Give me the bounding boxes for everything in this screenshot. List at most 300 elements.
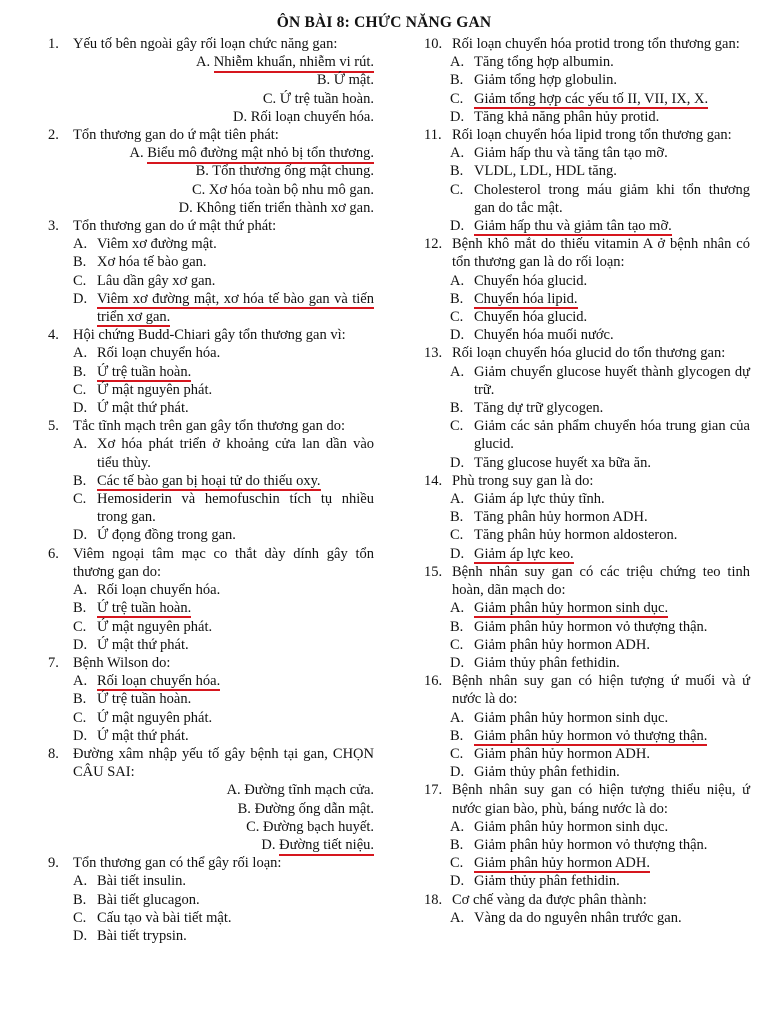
option-letter: B.	[450, 727, 464, 744]
option-letter: B.	[73, 472, 87, 489]
option-letter: A.	[73, 582, 88, 599]
answer-option	[48, 181, 374, 199]
option-text-wrap	[474, 872, 750, 890]
page-title: ÔN BÀI 8: CHỨC NĂNG GAN	[276, 14, 492, 31]
option-letter: D.	[178, 199, 193, 216]
answer-option	[424, 217, 750, 235]
option-text: Rối loạn chuyển hóa.	[97, 582, 221, 599]
option-letter: D.	[233, 108, 248, 125]
option-text-correct: Các tế bào gan bị hoại tử do thiếu oxy.	[97, 472, 321, 489]
option-letter: C.	[450, 90, 464, 107]
option-text: Hemosiderin và hemofuschin tích tụ nhiều trong gan.	[97, 491, 374, 526]
option-letter: A.	[450, 909, 465, 926]
answer-option	[424, 654, 750, 672]
option-text: Giảm thủy phân fethidin.	[474, 764, 620, 781]
option-letter: C.	[262, 90, 277, 107]
option-text-correct: Giảm tổng hợp các yếu tố II, VII, IX, X.	[474, 90, 709, 107]
option-text-wrap	[474, 854, 750, 872]
option-text-wrap	[474, 508, 750, 526]
option-text: Giảm phân hủy hormon ADH.	[474, 745, 650, 762]
answer-option	[48, 709, 374, 727]
option-letter: A.	[226, 782, 241, 799]
option-text-wrap	[474, 162, 750, 180]
answer-option	[424, 709, 750, 727]
answer-option	[424, 417, 750, 453]
question-text: Rối loạn chuyển hóa protid trong tổn thương gan:	[452, 36, 740, 52]
option-text-wrap	[474, 818, 750, 836]
option-text: Tăng phân hủy hormon aldosteron.	[474, 527, 678, 544]
option-text-wrap	[97, 927, 374, 945]
option-text-wrap	[97, 636, 374, 654]
option-letter: C.	[73, 709, 87, 726]
option-text-wrap	[97, 253, 374, 271]
option-letter: B.	[450, 72, 464, 89]
answer-option	[48, 435, 374, 471]
question-number: 4.	[48, 327, 59, 344]
option-text-wrap	[474, 909, 750, 927]
option-text-wrap	[97, 618, 374, 636]
option-text-correct: Đường tiết niệu.	[279, 837, 374, 856]
option-text-correct: Ứ trệ tuần hoàn.	[97, 600, 192, 617]
option-text-wrap	[474, 308, 750, 326]
option-text-correct: Biểu mô đường mật nhỏ bị tổn thương.	[147, 145, 374, 164]
option-text-correct: Giảm phân hủy hormon ADH.	[474, 855, 650, 872]
option-text-wrap	[97, 381, 374, 399]
option-text-wrap	[97, 272, 374, 290]
question	[48, 417, 374, 435]
option-letter: A.	[129, 145, 144, 162]
option-text: Bài tiết insulin.	[97, 873, 187, 890]
answer-option	[424, 836, 750, 854]
answer-option	[424, 763, 750, 781]
question-text: Tổn thương gan do ứ mật tiên phát:	[73, 127, 279, 144]
option-text-wrap	[474, 618, 750, 636]
option-text-wrap	[97, 363, 374, 381]
option-text: Giảm phân hủy hormon vỏ thượng thận.	[474, 618, 708, 635]
option-text: Giảm phân hủy hormon ADH.	[474, 636, 650, 653]
answer-option	[48, 71, 374, 89]
option-text-wrap	[97, 490, 374, 526]
question-text: Bệnh khô mắt do thiếu vitamin A ở bệnh nhân có tổn thương gan là do rối loạn:	[452, 236, 750, 271]
option-text-wrap	[474, 363, 750, 399]
option-letter: B.	[73, 691, 87, 708]
option-text: Chuyển hóa glucid.	[474, 309, 588, 326]
question	[424, 472, 750, 490]
question-text: Tổn thương gan có thể gây rối loạn:	[73, 855, 282, 872]
answer-option	[48, 472, 374, 490]
answer-option	[48, 290, 374, 326]
option-text: Ứ mật thứ phát.	[97, 400, 189, 417]
answer-option	[424, 144, 750, 162]
question-number: 3.	[48, 218, 59, 235]
answer-option	[48, 272, 374, 290]
option-text: Rối loạn chuyển hóa.	[250, 108, 374, 125]
answer-option	[48, 199, 374, 217]
option-text: Giảm tổng hợp globulin.	[474, 72, 617, 89]
option-text-wrap	[474, 545, 750, 563]
option-text: Giảm phân hủy hormon vỏ thượng thận.	[474, 836, 708, 853]
option-text-wrap	[474, 454, 750, 472]
option-text-wrap	[97, 235, 374, 253]
question-number: 1.	[48, 36, 59, 52]
answer-option	[48, 490, 374, 526]
question	[424, 235, 750, 271]
option-letter: A.	[450, 818, 465, 835]
answer-option	[424, 490, 750, 508]
answer-option	[424, 290, 750, 308]
option-letter: B.	[450, 163, 464, 180]
answer-option	[48, 872, 374, 890]
option-letter: A.	[195, 54, 211, 71]
answer-option	[424, 272, 750, 290]
question-text: Viêm ngoại tâm mạc co thắt dày dính gây tổn thương gan do:	[73, 545, 374, 580]
answer-option	[48, 690, 374, 708]
option-text-wrap	[474, 654, 750, 672]
answer-option	[48, 836, 374, 854]
option-letter: B.	[237, 800, 251, 817]
question-number: 7.	[48, 654, 59, 671]
option-text: Giảm thủy phân fethidin.	[474, 873, 620, 890]
option-text-wrap	[97, 909, 374, 927]
answer-option	[48, 253, 374, 271]
question-number: 11.	[424, 127, 442, 144]
option-text-correct: Giảm phân hủy hormon sinh dục.	[474, 600, 669, 617]
option-letter: C.	[450, 636, 464, 653]
option-letter: D.	[73, 727, 88, 744]
option-text-wrap	[474, 599, 750, 617]
option-letter: C.	[450, 181, 464, 198]
option-letter: D.	[73, 290, 88, 307]
option-text: Đường ống dẫn mật.	[254, 800, 374, 817]
option-text-wrap	[474, 745, 750, 763]
option-text-correct: Rối loạn chuyển hóa.	[97, 673, 221, 690]
question-text: Bệnh nhân suy gan có các triệu chứng teo tinh hoàn, dãn mạch do:	[452, 563, 750, 599]
question	[48, 854, 374, 872]
answer-option	[424, 71, 750, 89]
option-text: Đường tĩnh mạch cửa.	[244, 782, 374, 799]
answer-option	[48, 927, 374, 945]
question	[48, 217, 374, 235]
answer-option	[424, 618, 750, 636]
answer-option	[48, 909, 374, 927]
option-letter: D.	[73, 927, 88, 944]
question	[424, 126, 750, 144]
question-text: Rối loạn chuyển hóa glucid do tổn thương gan:	[452, 345, 726, 362]
option-letter: B.	[450, 509, 464, 526]
option-text-wrap	[97, 599, 374, 617]
option-text-wrap	[474, 526, 750, 544]
answer-option	[424, 599, 750, 617]
option-letter: D.	[450, 873, 465, 890]
option-letter: D.	[73, 636, 88, 653]
option-letter: A.	[450, 363, 465, 380]
answer-option	[48, 636, 374, 654]
option-letter: D.	[73, 400, 88, 417]
option-letter: B.	[450, 836, 464, 853]
option-letter: C.	[73, 909, 87, 926]
option-letter: C.	[73, 381, 87, 398]
option-text-wrap	[474, 290, 750, 308]
question-text: Bệnh Wilson do:	[73, 654, 171, 671]
option-text-wrap	[474, 836, 750, 854]
question-number: 9.	[48, 855, 59, 872]
option-text: Viêm xơ đường mật.	[97, 236, 217, 253]
option-letter: B.	[450, 400, 464, 417]
option-letter: C.	[73, 272, 87, 289]
option-text-wrap	[474, 144, 750, 162]
question	[48, 545, 374, 581]
answer-option	[424, 854, 750, 872]
option-text-wrap	[474, 399, 750, 417]
left-column	[48, 35, 374, 945]
option-text: Ứ đọng đồng trong gan.	[97, 527, 236, 544]
option-letter: A.	[450, 709, 465, 726]
answer-option	[424, 727, 750, 745]
option-text-correct: Ứ trệ tuần hoàn.	[97, 363, 192, 380]
option-text: Giảm các sản phẩm chuyển hóa trung gian của glucid.	[474, 418, 750, 453]
option-text: Tăng phân hủy hormon ADH.	[474, 509, 648, 526]
answer-option	[424, 545, 750, 563]
answer-option	[48, 381, 374, 399]
option-letter: D.	[450, 327, 465, 344]
option-text-wrap	[97, 399, 374, 417]
question-text: Đường xâm nhập yếu tố gây bệnh tại gan, CHỌN CÂU SAI:	[73, 745, 374, 781]
answer-option	[424, 454, 750, 472]
option-letter: A.	[450, 145, 465, 162]
option-text-wrap	[474, 181, 750, 217]
option-text-wrap	[97, 690, 374, 708]
option-text-wrap	[474, 763, 750, 781]
answer-option	[424, 363, 750, 399]
answer-option	[48, 727, 374, 745]
option-letter: D.	[450, 764, 465, 781]
option-text-wrap	[97, 672, 374, 690]
answer-option	[48, 235, 374, 253]
option-text-wrap	[474, 90, 750, 108]
answer-option	[48, 891, 374, 909]
answer-option	[48, 162, 374, 180]
option-text-wrap	[97, 581, 374, 599]
answer-option	[424, 526, 750, 544]
option-text: Ứ mật nguyên phát.	[97, 381, 213, 398]
question-number: 18.	[424, 891, 443, 908]
option-text: Xơ hóa toàn bộ nhu mô gan.	[208, 181, 374, 198]
answer-option	[48, 800, 374, 818]
question	[424, 563, 750, 599]
answer-option	[48, 108, 374, 126]
question	[48, 745, 374, 781]
option-text-wrap	[97, 290, 374, 326]
question	[48, 126, 374, 144]
option-letter: D.	[450, 218, 465, 235]
option-letter: C.	[450, 418, 464, 435]
question-text: Tắc tĩnh mạch trên gan gây tổn thương gan do:	[73, 418, 346, 435]
option-text: Ứ mật thứ phát.	[97, 636, 189, 653]
option-text-wrap	[97, 709, 374, 727]
answer-option	[48, 818, 374, 836]
option-letter: C.	[246, 818, 260, 835]
answer-option	[424, 508, 750, 526]
option-letter: C.	[450, 527, 464, 544]
option-text-correct: Nhiễm khuẩn, nhiễm vi rút.	[214, 54, 374, 73]
question	[48, 326, 374, 344]
option-letter: B.	[73, 363, 87, 380]
option-letter: A.	[450, 54, 465, 71]
question	[424, 344, 750, 362]
option-text-wrap	[97, 472, 374, 490]
question-text: Hội chứng Budd-Chiari gây tổn thương gan vì:	[73, 327, 346, 344]
option-text: Bài tiết trypsin.	[97, 927, 187, 944]
option-text: Xơ hóa tế bào gan.	[97, 254, 207, 271]
question-number: 13.	[424, 345, 443, 362]
question-number: 5.	[48, 418, 59, 435]
option-letter: C.	[191, 181, 206, 198]
option-text: Giảm hấp thu và tăng tân tạo mỡ.	[474, 145, 668, 162]
option-text-wrap	[474, 727, 750, 745]
question-number: 16.	[424, 673, 443, 690]
option-letter: A.	[73, 873, 88, 890]
answer-option	[424, 909, 750, 927]
question	[48, 654, 374, 672]
option-text-correct: Viêm xơ đường mật, xơ hóa tế bào gan và tiến triển xơ gan.	[97, 290, 374, 326]
option-text-wrap	[97, 891, 374, 909]
answer-option	[424, 326, 750, 344]
option-text-wrap	[474, 636, 750, 654]
question-text: Cơ chế vàng da được phân thành:	[452, 891, 647, 908]
option-letter: C.	[450, 745, 464, 762]
option-text-wrap	[474, 108, 750, 126]
option-letter: A.	[450, 600, 465, 617]
option-letter: C.	[73, 491, 87, 508]
question-text: Bệnh nhân suy gan có hiện tượng ứ muối và ứ nước là do:	[452, 673, 750, 708]
option-text: VLDL, LDL, HDL tăng.	[474, 163, 617, 180]
question-text: Rối loạn chuyển hóa lipid trong tổn thương gan:	[452, 127, 732, 144]
option-text-wrap	[97, 727, 374, 745]
question-number: 10.	[424, 36, 443, 52]
answer-option	[424, 181, 750, 217]
option-text: Giảm phân hủy hormon sinh dục.	[474, 818, 669, 835]
option-text: Xơ hóa phát triển ở khoảng cửa lan dần vào tiểu thùy.	[97, 436, 374, 471]
option-text: Rối loạn chuyển hóa.	[97, 345, 221, 362]
answer-option	[48, 363, 374, 381]
question-text: Phù trong suy gan là do:	[452, 472, 594, 489]
question-text: Tổn thương gan do ứ mật thứ phát:	[73, 218, 277, 235]
option-text: Ứ trệ tuần hoàn.	[97, 691, 192, 708]
option-text-correct: Giảm áp lực keo.	[474, 545, 574, 562]
option-letter: A.	[73, 345, 88, 362]
answer-option	[424, 162, 750, 180]
answer-option	[48, 672, 374, 690]
option-letter: C.	[73, 618, 87, 635]
question-text: Yếu tố bên ngoài gây rối loạn chức năng gan:	[73, 36, 338, 52]
option-letter: D.	[450, 108, 465, 125]
option-text: Chuyển hóa glucid.	[474, 272, 588, 289]
option-letter: B.	[316, 72, 331, 89]
option-text-wrap	[474, 217, 750, 235]
option-text: Tổn thương ống mật chung.	[212, 163, 374, 180]
option-letter: C.	[450, 309, 464, 326]
option-text: Không tiến triển thành xơ gan.	[196, 199, 374, 216]
option-text: Ứ mật.	[333, 72, 374, 89]
answer-option	[424, 636, 750, 654]
option-letter: A.	[73, 436, 88, 453]
answer-option	[48, 90, 374, 108]
option-text-wrap	[474, 490, 750, 508]
question	[424, 35, 750, 53]
option-text: Cấu tạo và bài tiết mật.	[97, 909, 232, 926]
question	[48, 35, 374, 53]
option-text-wrap	[474, 417, 750, 453]
option-text-wrap	[97, 872, 374, 890]
option-text-correct: Chuyển hóa lipid.	[474, 290, 578, 307]
answer-option	[424, 818, 750, 836]
option-text-wrap	[97, 344, 374, 362]
question	[424, 672, 750, 708]
question-number: 15.	[424, 563, 443, 580]
answer-option	[48, 53, 374, 71]
option-text: Tăng tổng hợp albumin.	[474, 54, 614, 71]
option-text: Giảm thủy phân fethidin.	[474, 654, 620, 671]
option-text: Ứ mật nguyên phát.	[97, 618, 213, 635]
option-letter: C.	[450, 855, 464, 872]
option-text-wrap	[474, 326, 750, 344]
answer-option	[48, 581, 374, 599]
option-text-wrap	[474, 709, 750, 727]
answer-option	[48, 144, 374, 162]
option-text: Chuyển hóa muối nước.	[474, 327, 614, 344]
question-number: 2.	[48, 127, 59, 144]
option-text-wrap	[474, 53, 750, 71]
option-text-wrap	[474, 272, 750, 290]
option-letter: A.	[450, 272, 465, 289]
question-text: Bệnh nhân suy gan có hiện tượng thiểu niệu, ứ nước gian bào, phù, báng nước là do:	[452, 782, 750, 817]
question-number: 6.	[48, 545, 59, 562]
answer-option	[424, 872, 750, 890]
option-text: Tăng glucose huyết xa bữa ăn.	[474, 454, 651, 471]
option-text: Tăng dự trữ glycogen.	[474, 400, 604, 417]
answer-option	[48, 781, 374, 799]
answer-option	[48, 344, 374, 362]
option-text: Đường bạch huyết.	[263, 818, 374, 835]
option-letter: D.	[450, 654, 465, 671]
option-text: Lâu dần gây xơ gan.	[97, 272, 216, 289]
answer-option	[424, 108, 750, 126]
option-letter: B.	[73, 891, 87, 908]
option-text-wrap	[474, 71, 750, 89]
option-text: Bài tiết glucagon.	[97, 891, 200, 908]
option-text: Ứ mật nguyên phát.	[97, 709, 213, 726]
option-letter: D.	[450, 545, 465, 562]
option-text: Cholesterol trong máu giảm khi tổn thương gan do tắc mật.	[474, 181, 750, 216]
option-letter: D.	[73, 527, 88, 544]
option-letter: B.	[73, 254, 87, 271]
answer-option	[48, 526, 374, 544]
answer-option	[424, 308, 750, 326]
answer-option	[424, 399, 750, 417]
right-column	[424, 35, 750, 927]
option-text: Giảm áp lực thủy tĩnh.	[474, 491, 605, 508]
answer-option	[48, 599, 374, 617]
option-letter: D.	[261, 836, 276, 853]
answer-option	[424, 53, 750, 71]
option-text-wrap	[97, 526, 374, 544]
answer-option	[48, 618, 374, 636]
option-letter: B.	[450, 618, 464, 635]
question	[424, 891, 750, 909]
option-text: Tăng khả năng phân hủy protid.	[474, 108, 660, 125]
question-number: 12.	[424, 236, 443, 253]
option-letter: D.	[450, 454, 465, 471]
